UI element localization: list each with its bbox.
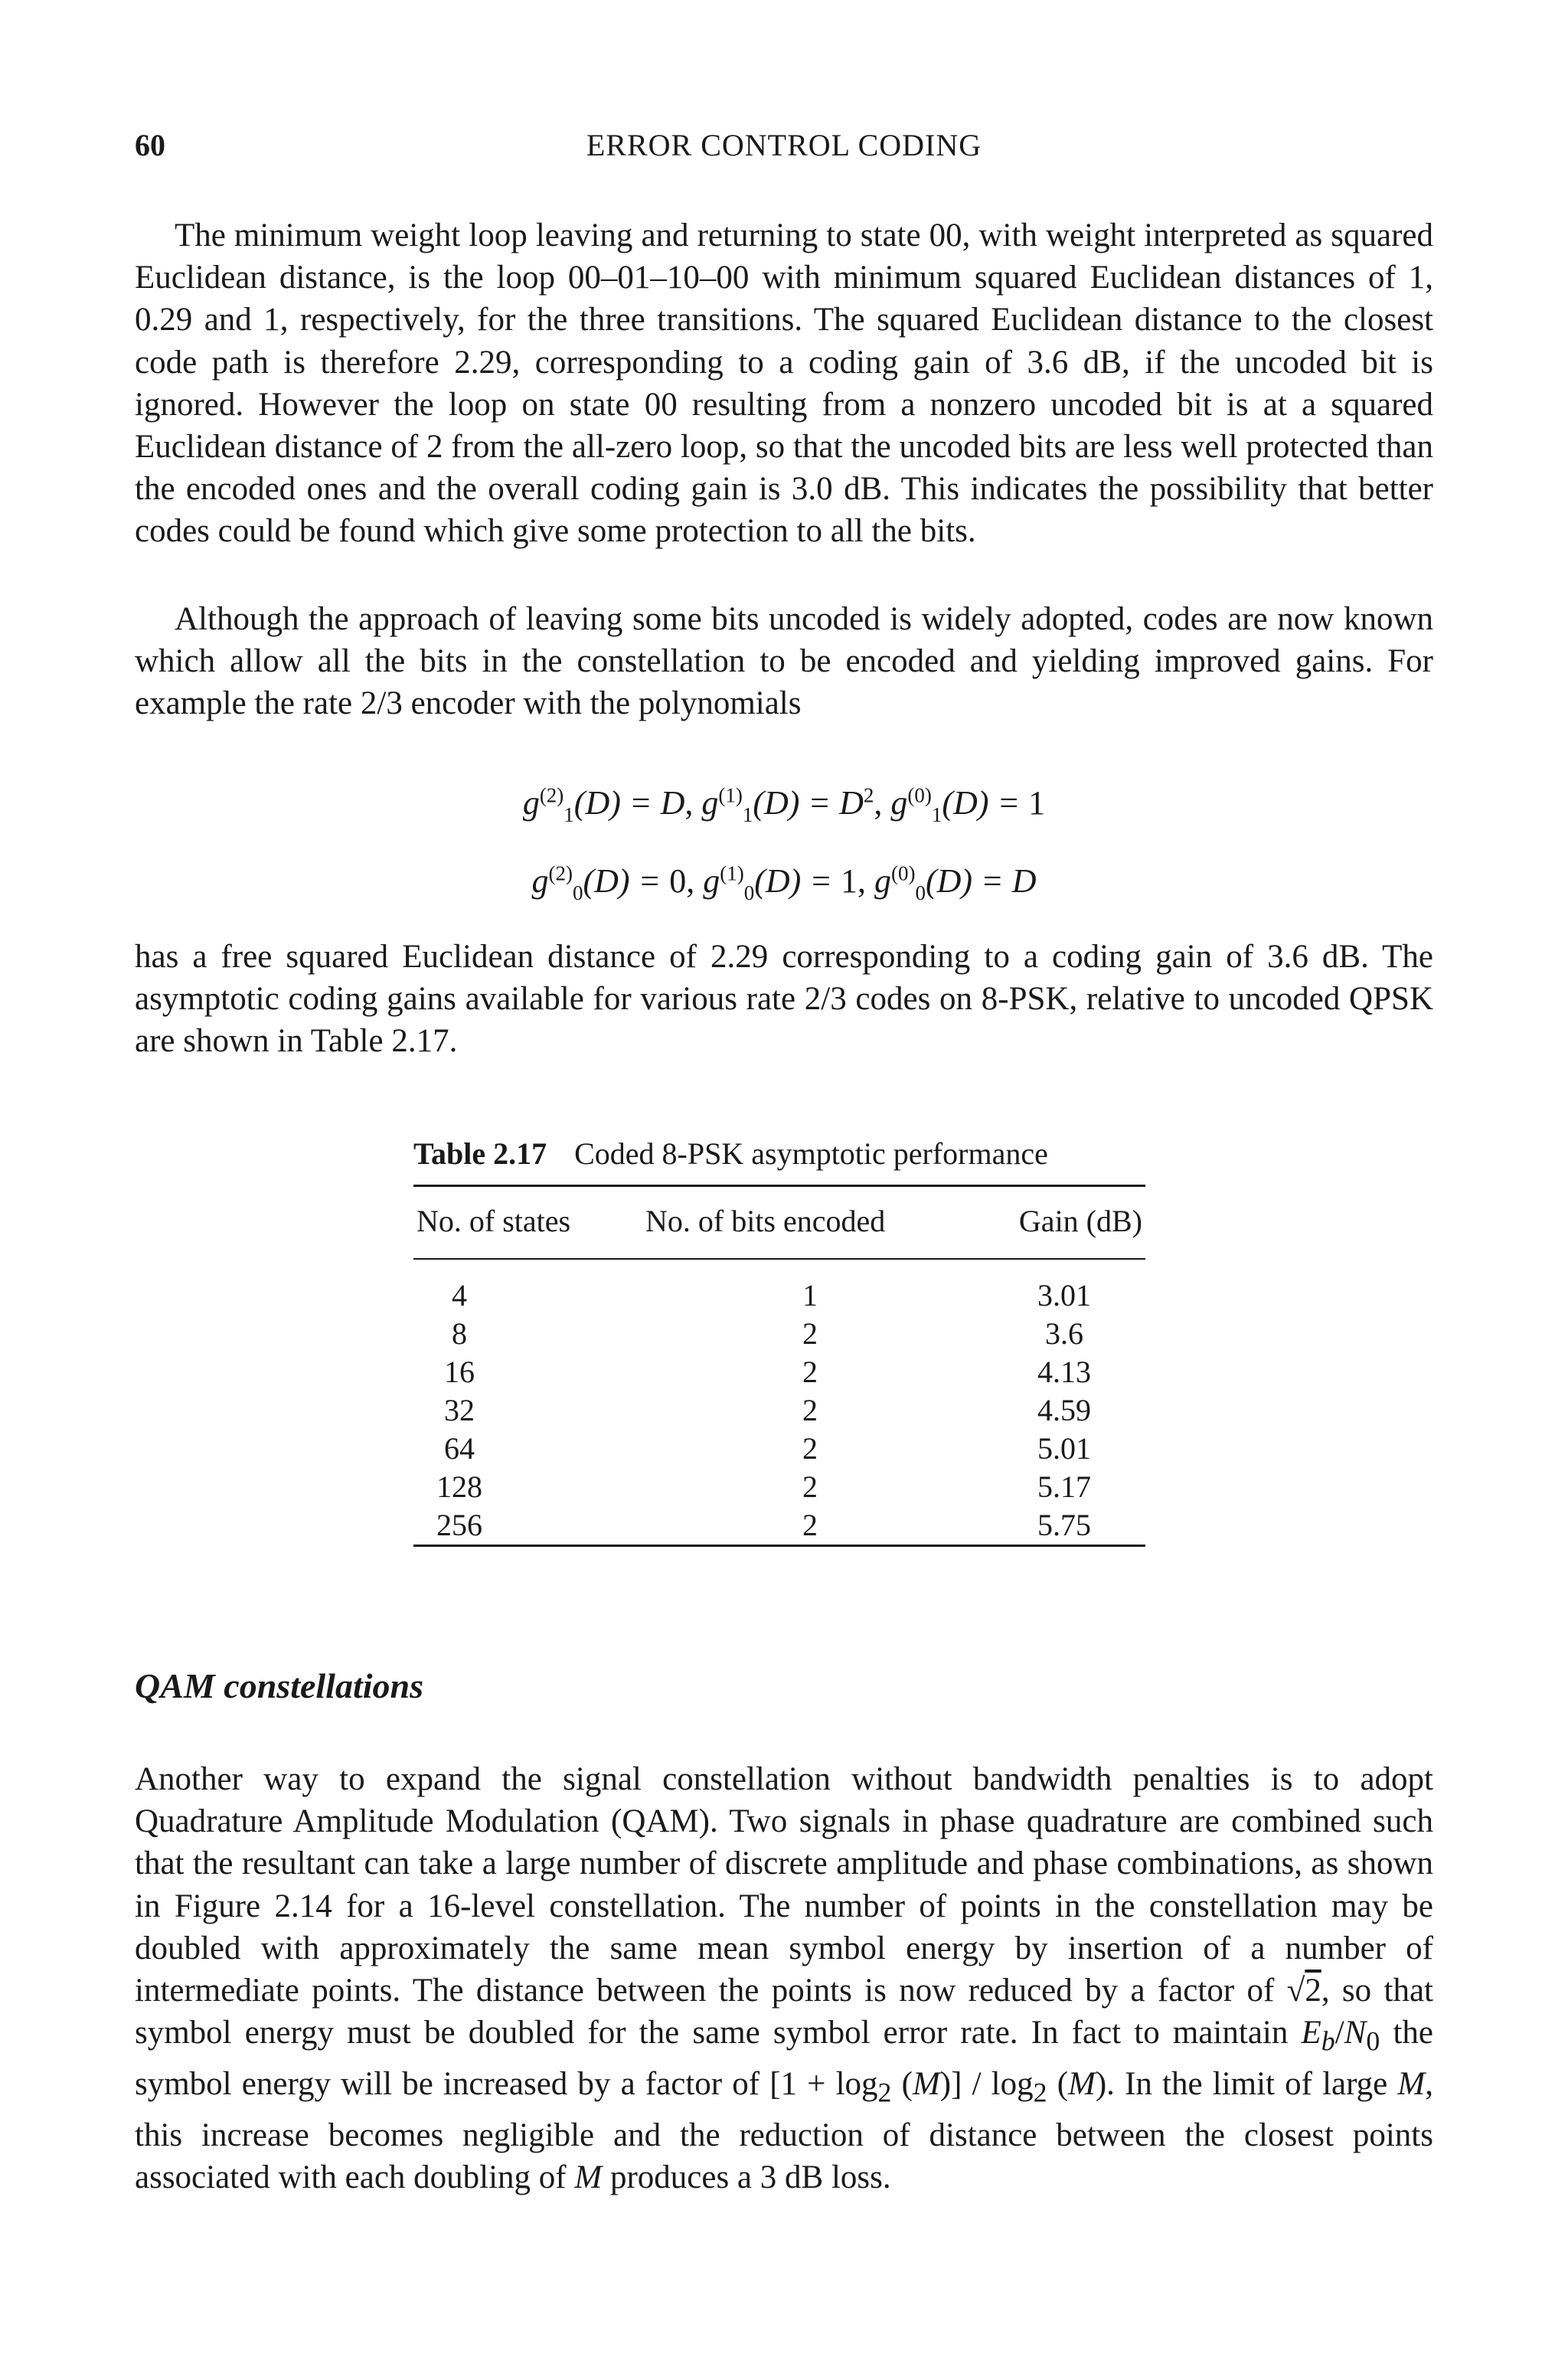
paragraph-3-text: has a free squared Euclidean distance of 2.29 corresponding to a coding gain of 3.6 dB. The asymptotic coding gains available for various rate 2/3 codes on 8-PSK, relative to uncoded QPSK are shown in Table 2.17.	[135, 939, 1433, 1060]
sqrt-symbol: √	[1286, 1973, 1305, 2009]
column-header-states: No. of states	[416, 1204, 571, 1238]
table-row	[413, 1354, 1145, 1392]
table-row	[413, 1316, 1145, 1354]
table-row	[413, 1430, 1145, 1469]
cell-bits-encoded: 2	[802, 1355, 818, 1389]
table-body	[413, 1277, 1145, 1545]
cell-states: 32	[444, 1393, 475, 1427]
table-bottom-rule	[413, 1545, 1145, 1547]
cell-gain: 4.59	[1037, 1393, 1091, 1427]
paragraph-3	[135, 936, 1433, 1063]
table-caption	[413, 1136, 1048, 1172]
cell-states: 4	[452, 1278, 467, 1312]
cell-bits-encoded: 2	[802, 1393, 818, 1427]
page-header	[135, 127, 1433, 170]
running-head: ERROR CONTROL CODING	[586, 128, 982, 162]
paragraph-2-text: Although the approach of leaving some bits uncoded is widely adopted, codes are now known which allow all the bits in the constellation to be encoded and yielding improved gains. For example the rate 2/3 encoder with the polynomials	[135, 601, 1433, 722]
equation-generator-row-0: $g^{(2)}_0(D) = 0$, $g^{(1)}_0(D) = 1$, $g^{(0)}_0(D) = D$	[531, 861, 1037, 904]
cell-states: 8	[452, 1316, 467, 1351]
equation-generator-row-1: $g^{(2)}_1(D) = D$, $g^{(1)}_1(D) = D^2$, $g^{(0)}_1(D) = 1$	[522, 783, 1046, 826]
table-row	[413, 1277, 1145, 1316]
table-row	[413, 1507, 1145, 1545]
paragraph-4	[135, 1758, 1433, 2198]
cell-states: 256	[436, 1508, 482, 1542]
cell-gain: 5.01	[1037, 1431, 1091, 1466]
cell-gain: 3.01	[1037, 1278, 1091, 1312]
paragraph-1	[135, 214, 1433, 553]
table-label: Table 2.17	[413, 1136, 547, 1171]
paragraph-1-text: The minimum weight loop leaving and returning to state 00, with weight interpreted as squared Euclidean distance, is the loop 00–01–10–00 with minimum squared Euclidean distances of 1, 0.29 and 1, respectively, for the three transitions. The squared Euclidean distance to the closest code path is therefore 2.29, corresponding to a coding gain of 3.6 dB, if the uncoded bit is ignored. However the loop on state 00 resulting from a nonzero uncoded bit is at a squared Euclidean distance of 2 from the all-zero loop, so that the uncoded bits are less well protected than the encoded ones and the overall coding gain is 3.0 dB. This indicates the possibility that better codes could be found which give some protection to all the bits.	[135, 217, 1433, 550]
cell-gain: 5.75	[1037, 1508, 1091, 1542]
table-caption-text: Coded 8-PSK asymptotic performance	[574, 1136, 1048, 1171]
cell-gain: 3.6	[1045, 1316, 1083, 1351]
table-top-rule	[413, 1185, 1145, 1187]
column-header-bits-encoded: No. of bits encoded	[645, 1204, 886, 1238]
cell-bits-encoded: 2	[802, 1316, 818, 1351]
cell-bits-encoded: 2	[802, 1469, 818, 1504]
cell-bits-encoded: 2	[802, 1508, 818, 1542]
cell-states: 64	[444, 1431, 475, 1466]
section-heading: QAM constellations	[135, 1666, 424, 1705]
cell-gain: 4.13	[1037, 1355, 1091, 1389]
cell-states: 16	[444, 1355, 475, 1389]
table-row	[413, 1392, 1145, 1430]
cell-bits-encoded: 2	[802, 1431, 818, 1466]
page-number: 60	[135, 128, 165, 162]
cell-states: 128	[436, 1469, 482, 1504]
paragraph-4-text: Another way to expand the signal constellation without bandwidth penalties is to adopt Quadrature Amplitude Modulation (QAM). Two signals in phase quadrature are combined such that the resultant can take a large number of discrete amplitude and phase combinations, as shown in Figure 2.14 for a 16-level constellation. The number of points in the constellation may be doubled with approximately the same mean symbol energy by insertion of a number of intermediate points. The distance between the points is now reduced by a factor of √2, so that symbol energy must be doubled for the same symbol error rate. In fact to maintain $E_b/N_0$ the symbol energy will be increased by a factor of $[1 + \log_2 (M)] / \log_2 (M)$. In the limit of large M, this increase becomes negligible and the reduction of distance between the closest points associated with each doubling of M produces a 3 dB loss.	[135, 1761, 1433, 2196]
column-header-gain: Gain (dB)	[1018, 1204, 1142, 1238]
paragraph-2	[135, 598, 1433, 725]
table-row	[413, 1469, 1145, 1507]
cell-gain: 5.17	[1037, 1469, 1091, 1504]
table-header-row	[413, 1203, 1145, 1246]
cell-bits-encoded: 1	[802, 1278, 818, 1312]
table-header-rule	[413, 1258, 1145, 1260]
